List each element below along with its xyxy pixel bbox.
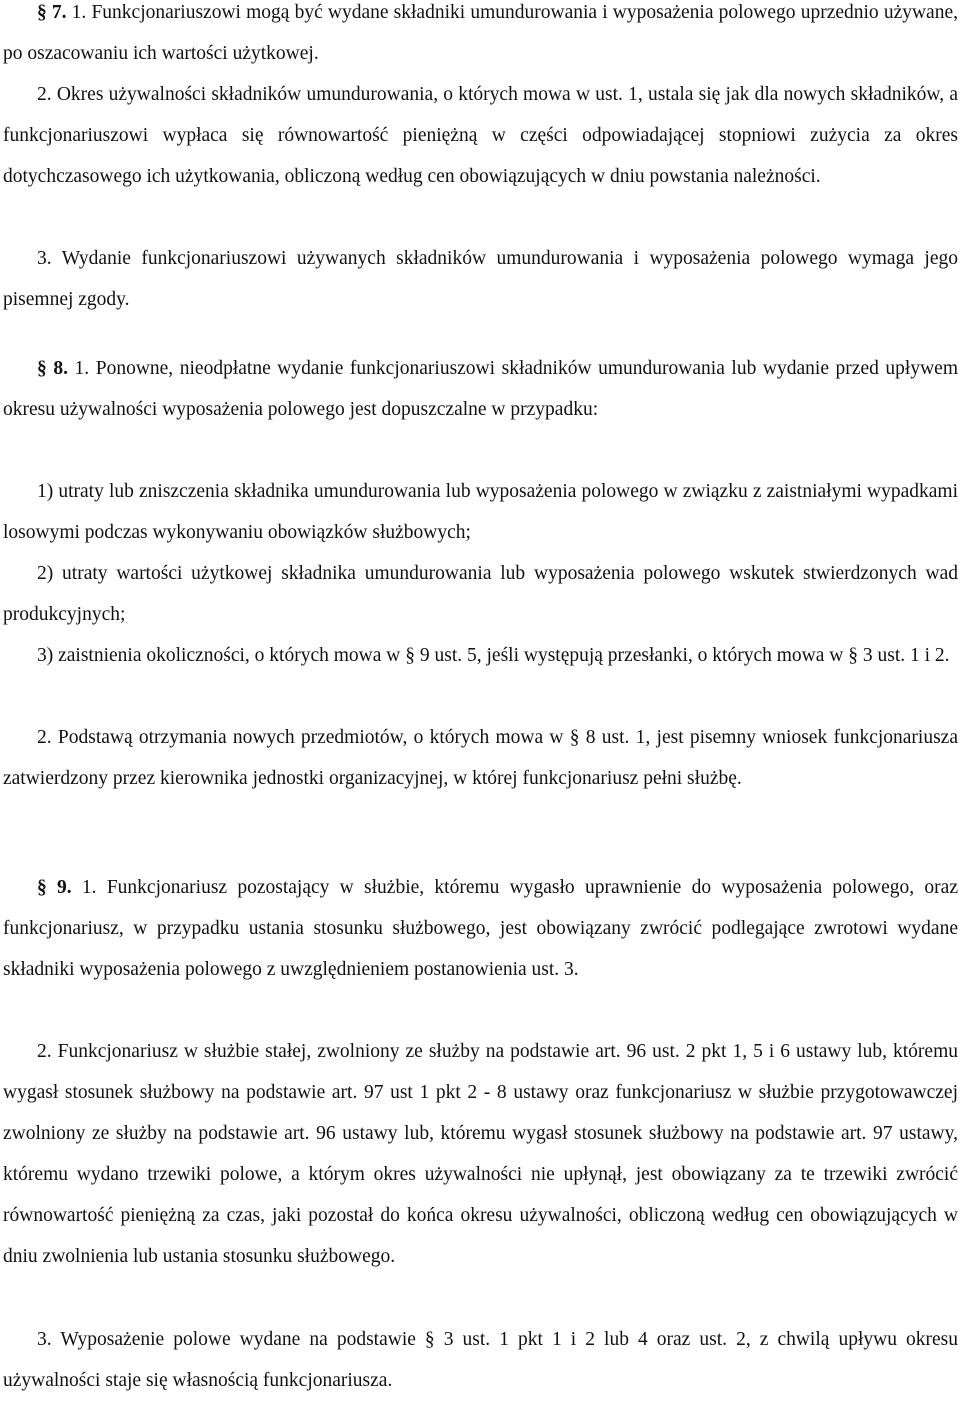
section-8-paragraph-1-text: 1. Ponowne, nieodpłatne wydanie funkcjonariuszowi składników umundurowania lub wydanie przed upływem okresu używalności wyposażenia polowego jest dopuszczalne w przypadku: bbox=[3, 358, 958, 420]
section-7-paragraph-2: 2. Okres używalności składników umundurowania, o których mowa w ust. 1, ustala się jak dla nowych składników, a funkcjonariuszowi wypłaca się równowartość pieniężną w części odpowiadającej stopniowi zużycia za okres dotychczasowego ich użytkowania, obliczoną według cen obowiązujących w dniu powstania należności. bbox=[3, 84, 958, 187]
section-8-item-3: 3) zaistnienia okoliczności, o których mowa w § 9 ust. 5, jeśli występują przesłanki, o których mowa w § 3 ust. 1 i 2. bbox=[37, 645, 950, 666]
section-7-paragraph-1 bbox=[3, 0, 958, 74]
section-9-heading: § 9. bbox=[37, 877, 72, 898]
section-8-item-1: 1) utraty lub zniszczenia składnika umundurowania lub wyposażenia polowego w związku z zaistniałymi wypadkami losowymi podczas wykonywaniu obowiązków służbowych; bbox=[3, 481, 958, 543]
section-7-heading: § 7. bbox=[37, 2, 67, 23]
section-9-paragraph-3: 3. Wyposażenie polowe wydane na podstawie § 3 ust. 1 pkt 1 i 2 lub 4 oraz ust. 2, z chwilą upływu okresu używalności staje się własnością funkcjonariusza. bbox=[3, 1329, 958, 1391]
section-8-paragraph-2: 2. Podstawą otrzymania nowych przedmiotów, o których mowa w § 8 ust. 1, jest pisemny wniosek funkcjonariusza zatwierdzony przez kierownika jednostki organizacyjnej, w której funkcjonariusz pełni służbę. bbox=[3, 727, 958, 789]
section-8-paragraph-1 bbox=[3, 348, 958, 430]
section-9-paragraph-2: 2. Funkcjonariusz w służbie stałej, zwolniony ze służby na podstawie art. 96 ust. 2 pkt 1, 5 i 6 ustawy lub, któremu wygasł stosunek służbowy na podstawie art. 97 ust 1 pkt 2 - 8 ustawy oraz funkcjonariusz w służbie przygotowawczej zwolniony ze służby na podstawie art. 96 ustawy lub, któremu wygasł stosunek służbowy na podstawie art. 97 ustawy, któremu wydano trzewiki polowe, a którym okres używalności nie upłynął, jest obowiązany za te trzewiki zwrócić równowartość pieniężną za czas, jaki pozostał do końca okresu używalności, obliczoną według cen obowiązujących w dniu zwolnienia lub ustania stosunku służbowego. bbox=[3, 1041, 958, 1267]
section-7-paragraph-1-text: 1. Funkcjonariuszowi mogą być wydane składniki umundurowania i wyposażenia polowego uprzednio używane, po oszacowaniu ich wartości użytkowej. bbox=[3, 2, 958, 64]
section-9-paragraph-1 bbox=[3, 867, 958, 990]
section-8-item-2: 2) utraty wartości użytkowej składnika umundurowania lub wyposażenia polowego wskutek stwierdzonych wad produkcyjnych; bbox=[3, 563, 958, 625]
section-7-paragraph-3: 3. Wydanie funkcjonariuszowi używanych składników umundurowania i wyposażenia polowego wymaga jego pisemnej zgody. bbox=[3, 248, 958, 310]
section-8-heading: § 8. bbox=[37, 358, 68, 379]
section-9-paragraph-1-text: 1. Funkcjonariusz pozostający w służbie, któremu wygasło uprawnienie do wyposażenia polowego, oraz funkcjonariusz, w przypadku ustania stosunku służbowego, jest obowiązany zwrócić podlegające zwrotowi wydane składniki wyposażenia polowego z uwzględnieniem postanowienia ust. 3. bbox=[3, 877, 958, 980]
